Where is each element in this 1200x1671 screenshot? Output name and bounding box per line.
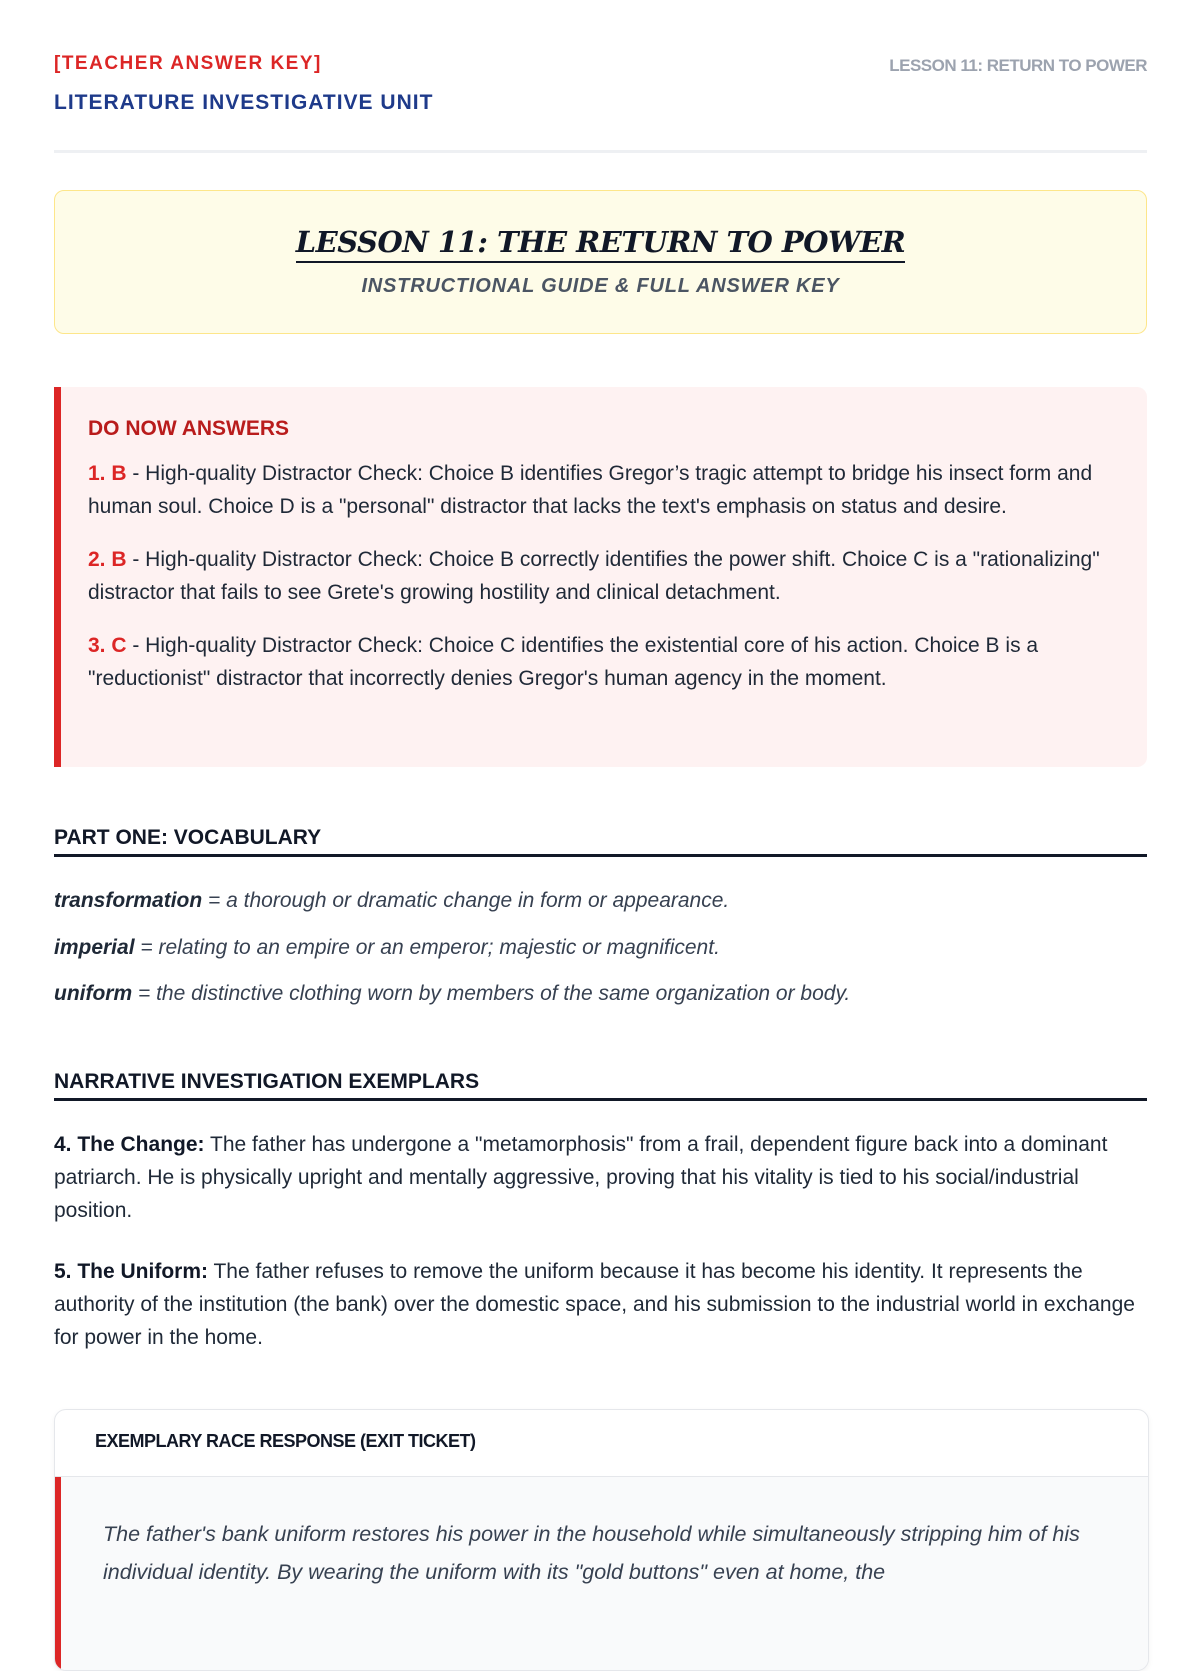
unit-label: LITERATURE INVESTIGATIVE UNIT <box>54 91 434 114</box>
vocab-item <box>54 936 1147 960</box>
page-header <box>54 0 1147 153</box>
do-now-panel <box>54 387 1147 767</box>
do-now-answer <box>88 457 1117 523</box>
answer-key: 1. B <box>88 462 127 485</box>
exemplar-text: The father has undergone a "metamorphosis" from a frail, dependent figure back into a dominant patriarch. He is physically upright and mentally aggressive, proving that his vitality is tied to his social/industrial position. <box>54 1133 1108 1222</box>
page-subtitle: INSTRUCTIONAL GUIDE & FULL ANSWER KEY <box>361 275 840 297</box>
answer-text: - High-quality Distractor Check: Choice B identifies Gregor’s tragic attempt to bridge his insect form and human soul. Choice D is a "personal" distractor that lacks the text's emphasis on status and desire. <box>88 462 1093 518</box>
vocab-term: uniform <box>54 982 133 1005</box>
vocab-term: transformation <box>54 889 203 912</box>
exemplar-item <box>54 1255 1147 1354</box>
race-response-text: The father's bank uniform restores his power in the household while simultaneously stripping him of his individual identity. By wearing the uniform with its "gold buttons" even at home, the <box>55 1477 1148 1671</box>
lesson-tag: LESSON 11: RETURN TO POWER <box>889 56 1147 75</box>
page-title: LESSON 11: THE RETURN TO POWER <box>296 225 906 263</box>
answer-key-page <box>54 0 1147 1584</box>
exemplar-label: 4. The Change: <box>54 1133 205 1156</box>
title-box <box>54 190 1147 334</box>
exemplar-item <box>54 1128 1147 1227</box>
race-response-card <box>54 1409 1149 1671</box>
narrative-heading: NARRATIVE INVESTIGATION EXEMPLARS <box>54 1070 1147 1101</box>
answer-key: 2. B <box>88 548 127 571</box>
answer-text: - High-quality Distractor Check: Choice C identifies the existential core of his action. Choice B is a "reductionist" distractor that incorrectly denies Gregor's human agency in the moment. <box>88 634 1039 690</box>
vocab-definition: = a thorough or dramatic change in form or appearance. <box>202 889 730 912</box>
race-response-heading: EXEMPLARY RACE RESPONSE (EXIT TICKET) <box>55 1410 1148 1477</box>
answer-text: - High-quality Distractor Check: Choice B correctly identifies the power shift. Choice C is a "rationalizing" distractor that fails to see Grete's growing hostility and clinical detachment. <box>88 548 1100 604</box>
do-now-answer <box>88 629 1117 695</box>
do-now-answer <box>88 543 1117 609</box>
vocab-term: imperial <box>54 936 135 959</box>
vocab-item <box>54 889 1147 913</box>
exemplar-text: The father refuses to remove the uniform because it has become his identity. It represents the authority of the institution (the bank) over the domestic space, and his submission to the industrial world in exchange for power in the home. <box>54 1260 1135 1349</box>
vocab-definition: = the distinctive clothing worn by members of the same organization or body. <box>132 982 851 1005</box>
do-now-title: DO NOW ANSWERS <box>88 417 290 440</box>
vocab-definition: = relating to an empire or an emperor; majestic or magnificent. <box>134 936 720 959</box>
answer-key: 3. C <box>88 634 127 657</box>
exemplar-label: 5. The Uniform: <box>54 1260 209 1283</box>
vocabulary-heading: PART ONE: VOCABULARY <box>54 826 1147 857</box>
teacher-key-label: [TEACHER ANSWER KEY] <box>54 53 322 74</box>
vocab-item <box>54 982 1147 1006</box>
